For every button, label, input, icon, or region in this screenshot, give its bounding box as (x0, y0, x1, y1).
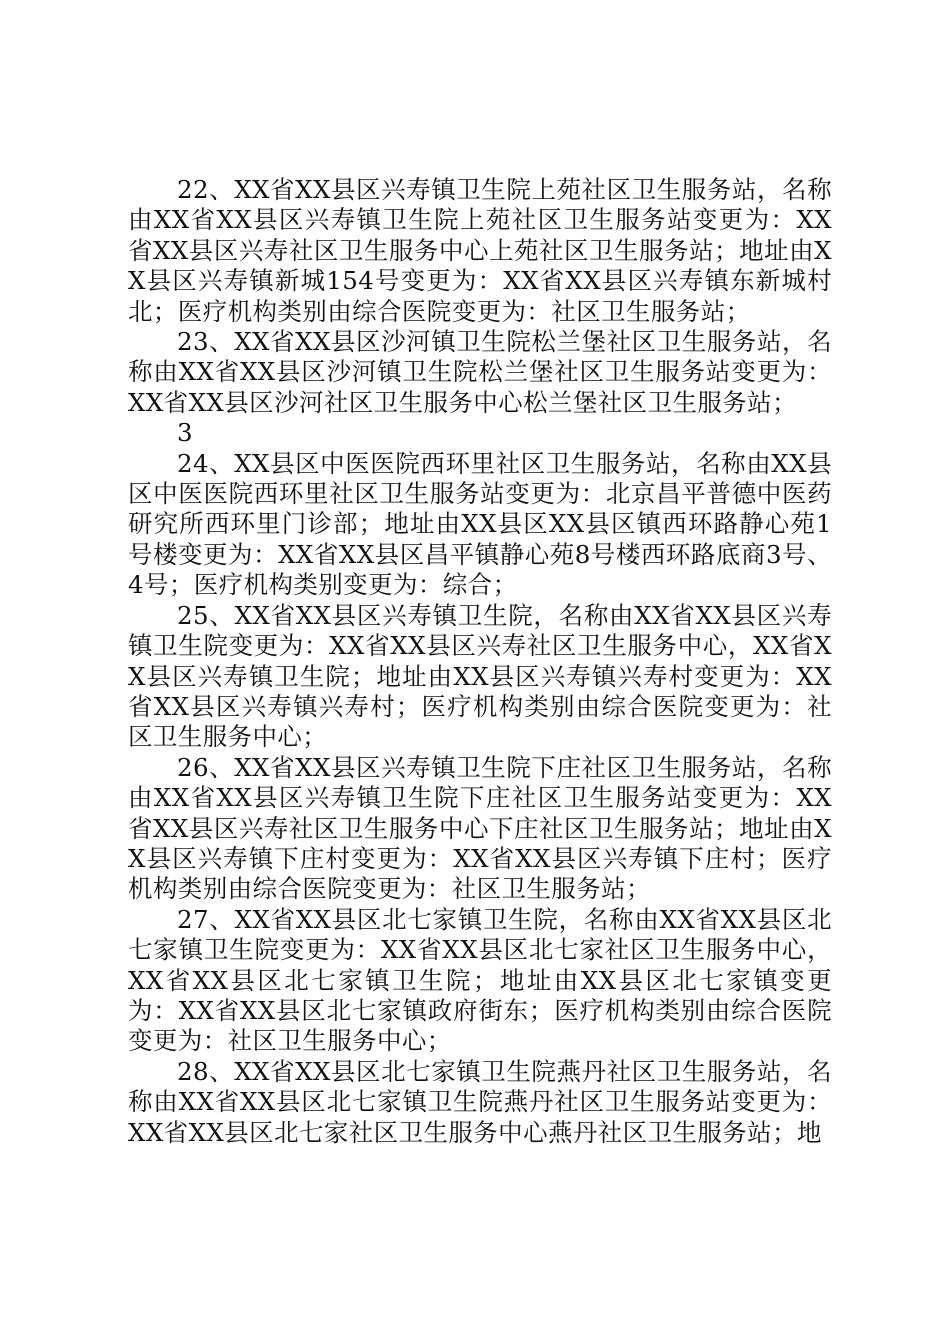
paragraph-23: 23、XX省XX县区沙河镇卫生院松兰堡社区卫生服务站，名称由XX省XX县区沙河镇卫生院松兰堡社区卫生服务站变更为：XX省XX县区沙河社区卫生服务中心松兰堡社区卫生服务站； (128, 327, 832, 417)
paragraph-24: 24、XX县区中医医院西环里社区卫生服务站，名称由XX县区中医医院西环里社区卫生服务站变更为：北京昌平普德中医药研究所西环里门诊部；地址由XX县区XX县区镇西环路静心苑1号楼变更为：XX省XX县区昌平镇静心苑8号楼西环路底商3号、4号；医疗机构类别变更为：综合； (128, 448, 832, 600)
page-number: 3 (177, 418, 193, 448)
paragraph-27: 27、XX省XX县区北七家镇卫生院，名称由XX省XX县区北七家镇卫生院变更为：XX省XX县区北七家社区卫生服务中心，XX省XX县区北七家镇卫生院；地址由XX县区北七家镇变更为：XX省XX县区北七家镇政府街东；医疗机构类别由综合医院变更为：社区卫生服务中心； (128, 904, 832, 1056)
paragraph-26: 26、XX省XX县区兴寿镇卫生院下庄社区卫生服务站，名称由XX省XX县区兴寿镇卫生院下庄社区卫生服务站变更为：XX省XX县区兴寿社区卫生服务中心下庄社区卫生服务站；地址由XX县区兴寿镇下庄村变更为：XX省XX县区兴寿镇下庄村；医疗机构类别由综合医院变更为：社区卫生服务站； (128, 752, 832, 904)
paragraph-28: 28、XX省XX县区北七家镇卫生院燕丹社区卫生服务站，名称由XX省XX县区北七家镇卫生院燕丹社区卫生服务站变更为：XX省XX县区北七家社区卫生服务中心燕丹社区卫生服务站；地 (128, 1056, 832, 1147)
paragraph-25: 25、XX省XX县区兴寿镇卫生院，名称由XX省XX县区兴寿镇卫生院变更为：XX省XX县区兴寿社区卫生服务中心，XX省XX县区兴寿镇卫生院；地址由XX县区兴寿镇兴寿村变更为：XX省XX县区兴寿镇兴寿村；医疗机构类别由综合医院变更为：社区卫生服务中心； (128, 600, 832, 752)
document-body (128, 175, 832, 1148)
paragraph-22: 22、XX省XX县区兴寿镇卫生院上苑社区卫生服务站，名称由XX省XX县区兴寿镇卫生院上苑社区卫生服务站变更为：XX省XX县区兴寿社区卫生服务中心上苑社区卫生服务站；地址由XX县区兴寿镇新城154号变更为：XX省XX县区兴寿镇东新城村北；医疗机构类别由综合医院变更为：社区卫生服务站； (128, 175, 832, 326)
